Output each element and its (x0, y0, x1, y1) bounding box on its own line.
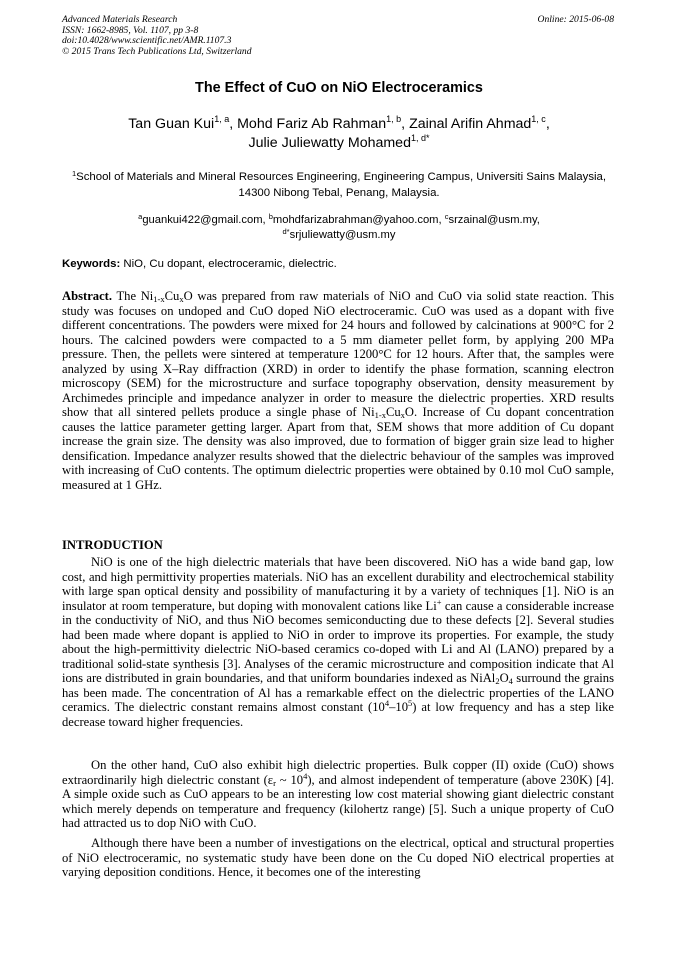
paragraph-text: –10 (389, 700, 408, 714)
email-link[interactable]: srzainal@usm.my (448, 214, 537, 226)
author-mark: 1, b (386, 114, 402, 124)
journal-header (62, 15, 614, 57)
affiliation-mark: 1 (71, 169, 77, 178)
abstract-text: The Ni (116, 289, 154, 303)
paragraph-text: surround the grains has been made. The concentration of Al has a remarkable effect on the dielectric properties of the LANO ceramics. The dielectric constant remains almost constant (10 (62, 671, 614, 714)
intro-paragraph-3: Although there have been a number of investigations on the electrical, optical and structural properties of NiO electroceramic, no systematic study have been done on the Cu doped NiO electrical properties at varying deposition conditions. Hence, it becomes one of the interesting (62, 836, 614, 879)
online-date: Online: 2015-06-08 (537, 14, 614, 25)
formula-subscript: 1-x (374, 410, 386, 420)
author-list (40, 115, 638, 153)
journal-name: Advanced Materials Research (62, 14, 178, 25)
email-mark: d* (282, 226, 290, 236)
formula-subscript: x (400, 410, 405, 420)
paragraph-text: ) at low frequency and has a step like decrease toward higher frequencies. (62, 700, 614, 729)
author-mark: 1, a (214, 114, 230, 124)
paragraph-text: ), and almost independent of temperature (above 230K) [4]. A simple oxide such as CuO appears to be an interesting low cost material showing giant dielectric constant which merely depends on temperature and frequency (kilohertz range) [5]. Such a unique property of CuO had attracted us to dop NiO with CuO. (62, 772, 614, 830)
formula-subscript: 2 (495, 676, 500, 686)
abstract (62, 289, 614, 492)
email-mark: a (138, 212, 143, 221)
affiliation (55, 170, 623, 201)
abstract-text: Cu (164, 289, 180, 303)
email-list: $^a$guankui422@gmail.com, $^b$mohdfarizabrahman@yahoo.com, $^c$srzainal@usm.my, $^{d*}$srjuliewatty@usm.my (138, 212, 540, 241)
superscript: 4 (303, 770, 308, 781)
email-mark: c (444, 212, 449, 221)
paragraph-text: O (499, 671, 509, 685)
intro-paragraph-1 (62, 555, 614, 729)
affiliation-text: School of Materials and Mineral Resources Engineering, Engineering Campus, Universiti Sains Malaysia, 14300 Nibong Tebal, Penang, Malaysia. (76, 171, 607, 199)
email-mark: b (268, 212, 273, 221)
keywords-text: NiO, Cu dopant, electroceramic, dielectric. (123, 258, 337, 270)
author-separator: , (545, 116, 550, 132)
author-name: Tan Guan Kui (128, 116, 215, 132)
journal-copyright: © 2015 Trans Tech Publications Ltd, Switzerland (62, 45, 252, 57)
author-name: Zainal Arifin Ahmad (409, 116, 532, 132)
author-separator: , (229, 116, 238, 132)
superscript: 4 (384, 698, 390, 708)
author-mark: 1, c (531, 114, 546, 124)
section-heading-introduction: INTRODUCTION (62, 538, 163, 552)
author-mark: 1, d* (410, 133, 430, 143)
formula-subscript: r (273, 777, 276, 788)
email-link[interactable]: guankui422@gmail.com (142, 214, 263, 226)
abstract-text: Cu (385, 405, 401, 419)
author-separator: , (401, 116, 410, 132)
keywords (62, 258, 614, 270)
journal-doi: doi:10.4028/www.scientific.net/AMR.1107.3 (62, 35, 232, 47)
abstract-label: Abstract. (62, 289, 113, 303)
author-name: Julie Juliewatty Mohamed (248, 135, 411, 151)
paragraph-text: NiO is one of the high dielectric materials that have been discovered. NiO has a wide band gap, low cost, and high permittivity properties materials. NiO has an excellent durability and electrochemical stability with large span optical density and possibility of manufacturing it by a variety of techniques [1]. NiO is an insulator at room temperature, but doping with monovalent cations like Li (62, 555, 614, 613)
paragraph-text: On the other hand, CuO also exhibit high dielectric properties. Bulk copper (II) oxide (CuO) shows extraordinarily high dielectric constant (ε (62, 758, 614, 787)
paragraph-text: can cause a considerable increase in the conductivity of NiO, and thus NiO becomes semiconducting due to these defects [2]. Several studies had been made where dopant is applied to NiO in order to improve its properties. For example, the study about the high-permittivity dielectric NiO-based ceramics co-doped with Li and Al (LANO) prepared by a traditional solid-state synthesis [3]. Analyses of the ceramic microstructure and composition indicate that Al ions are distributed in grain boundaries, and that uniform boundaries indexed as NiAl (62, 598, 614, 685)
email-link[interactable]: srjuliewatty@usm.my (289, 228, 396, 241)
formula-subscript: 1-x (153, 294, 165, 304)
abstract-text: O. Increase of Cu dopant concentration causes the lattice parameter getting larger. Apart from that, SEM shows that more addition of Cu dopant increase the grain size. The density was also improved, due to formation of bigger grain size lead to higher densification. Impedance analyzer results showed that the dielectric behaviour of the samples was improved with increasing of CuO contents. The optimum dielectric properties were obtained by 0.10 mol CuO sample, measured at 1 GHz. (62, 405, 614, 492)
email-link[interactable]: mohdfarizabrahman@yahoo.com (272, 214, 439, 226)
paper-title: The Effect of CuO on NiO Electroceramics (195, 80, 483, 96)
formula-subscript: 4 (508, 676, 513, 686)
intro-paragraph-2 (62, 758, 614, 831)
abstract-text: O was prepared from raw materials of NiO and CuO via solid state reaction. This study was focuses on undoped and CuO doped NiO electroceramic. CuO was used as a dopant with five different concentrations. The powders were mixed for 24 hours and followed by calcinations at 900°C for 2 hours. The calcined powders were compacted to a 5 mm diameter pellet form, by applying 200 MPa pressure. Then, the pellets were sintered at temperature 1200°C for 12 hours. After that, the samples were analyzed by using X–Ray diffraction (XRD) in order to identify the phase formation, scanning electron microscopy (SEM) for the microstructure and surface topography observation, density measurement by Archimedes principle and impedance analyzer in order to measure the dielectric properties. XRD results show that all sintered pellets produce a single phase of Ni (62, 289, 615, 419)
paragraph-text: ~ 10 (275, 772, 304, 787)
keywords-label: Keywords: (62, 258, 121, 270)
journal-issn: ISSN: 1662-8985, Vol. 1107, pp 3-8 (62, 24, 199, 36)
superscript: 5 (407, 698, 413, 708)
formula-subscript: x (179, 294, 184, 304)
superscript: + (436, 596, 442, 607)
author-name: Mohd Fariz Ab Rahman (237, 116, 387, 132)
